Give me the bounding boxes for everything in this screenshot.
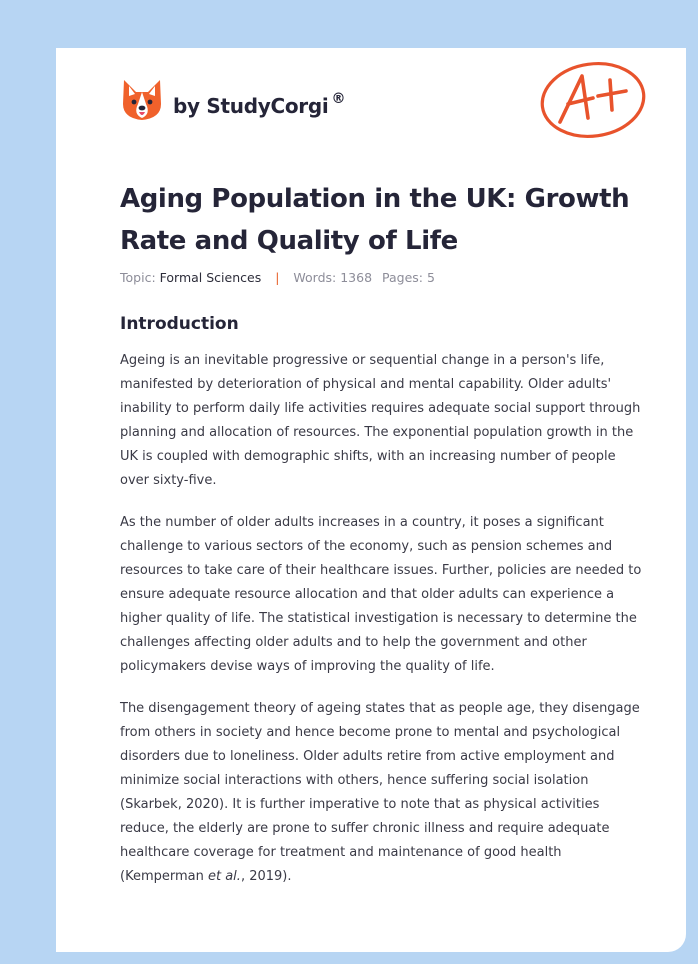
studycorgi-logo[interactable]: [121, 78, 345, 122]
corgi-icon: [121, 78, 163, 122]
registered-mark: ®: [331, 90, 346, 107]
citation-italic: et al.: [207, 869, 241, 884]
paragraph: As the number of older adults increases in a country, it poses a significant challenge to various sectors of the economy, such as pension schemes and resources to take care of their healthcare issues. Further, policies are needed to ensure adequate resource allocation and that older adults can experience a higher quality of life. The statistical investigation is necessary to determine the challenges affecting older adults and to help the government and other policymakers devise ways of improving the quality of life.: [120, 515, 642, 674]
section-heading: Introduction: [120, 314, 239, 334]
word-count: Words: 1368: [293, 270, 373, 285]
topic-label: Topic:: [120, 270, 156, 285]
paragraph: Ageing is an inevitable progressive or sequential change in a person's life, manifested by deterioration of physical and mental capability. Older adults' inability to perform daily life activities requires adequate social support through planning and allocation of resources. The exponential population growth in the UK is coupled with demographic shifts, with an increasing number of people over sixty-five.: [120, 353, 641, 488]
meta-separator: |: [275, 270, 280, 285]
document-page: [56, 48, 686, 952]
page-count: Pages: 5: [382, 270, 435, 285]
document-body: [120, 349, 642, 907]
topic-link[interactable]: Formal Sciences: [159, 270, 262, 285]
document-meta: [120, 270, 435, 285]
a-plus-grade-icon: [538, 58, 650, 140]
paragraph-text: , 2019).: [240, 869, 292, 884]
brand-name: by StudyCorgi: [173, 93, 329, 118]
document-title: Aging Population in the UK: Growth Rate and Quality of Life: [120, 184, 630, 256]
grade-badge: [538, 58, 650, 144]
paragraph: [120, 697, 642, 889]
paragraph-text: The disengagement theory of ageing states that as people age, they disengage from others in society and hence become prone to mental and psychological disorders due to loneliness. Older adults retire from active employment and minimize social interactions with others, hence suffering social isolation (Skarbek, 2020). It is further imperative to note that as physical activities reduce, the elderly are prone to suffer chronic illness and require adequate healthcare coverage for treatment and maintenance of good health (Kemperman: [120, 701, 640, 884]
